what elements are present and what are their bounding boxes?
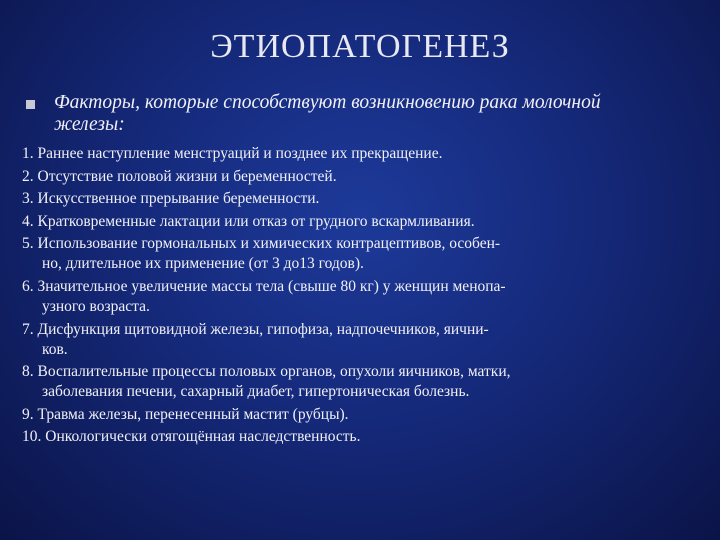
list-item-continuation: узного возраста. [42, 297, 150, 315]
list-item-continuation: заболевания печени, сахарный диабет, гипертоническая болезнь. [42, 383, 470, 401]
factors-heading-line1: Факторы, которые способствуют возникновению рака молочной [54, 92, 601, 113]
square-bullet-icon [26, 100, 35, 109]
factors-heading-line2: железы: [54, 114, 125, 135]
list-item-text: 4. Кратковременные лактации или отказ от грудного вскармливания. [22, 212, 475, 230]
list-item-text: 10. Онкологически отягощённая наследственность. [22, 428, 361, 446]
factors-heading [54, 92, 720, 136]
list-item-continuation: ков. [42, 340, 68, 358]
list-item [22, 189, 702, 209]
list-item [22, 144, 702, 164]
list-item [22, 212, 702, 232]
list-item-text: 7. Дисфункция щитовидной железы, гипофиза, надпочечников, яични- [22, 320, 489, 338]
list-item-text: 9. Травма железы, перенесенный мастит (рубцы). [22, 405, 349, 423]
list-item [22, 167, 702, 187]
slide-title: ЭТИОПАТОГЕНЕЗ [210, 28, 510, 65]
list-item-text: 3. Искусственное прерывание беременности. [22, 190, 320, 208]
list-item [22, 427, 702, 447]
list-item-continuation: но, длительное их применение (от 3 до13 годов). [42, 255, 364, 273]
list-item [22, 362, 702, 402]
factors-list [22, 144, 702, 450]
list-item-text: 8. Воспалительные процессы половых органов, опухоли яичников, матки, [22, 363, 511, 381]
list-item [22, 320, 702, 360]
list-item [22, 234, 702, 274]
list-item [22, 405, 702, 425]
list-item-text: 5. Использование гормональных и химических контрацептивов, особен- [22, 235, 501, 253]
list-item-text: 2. Отсутствие половой жизни и беременностей. [22, 167, 337, 185]
list-item-text: 6. Значительное увеличение массы тела (свыше 80 кг) у женщин менопа- [22, 277, 506, 295]
factors-bullet [24, 92, 720, 138]
list-item-text: 1. Раннее наступление менструаций и позднее их прекращение. [22, 145, 443, 162]
list-item [22, 277, 702, 317]
